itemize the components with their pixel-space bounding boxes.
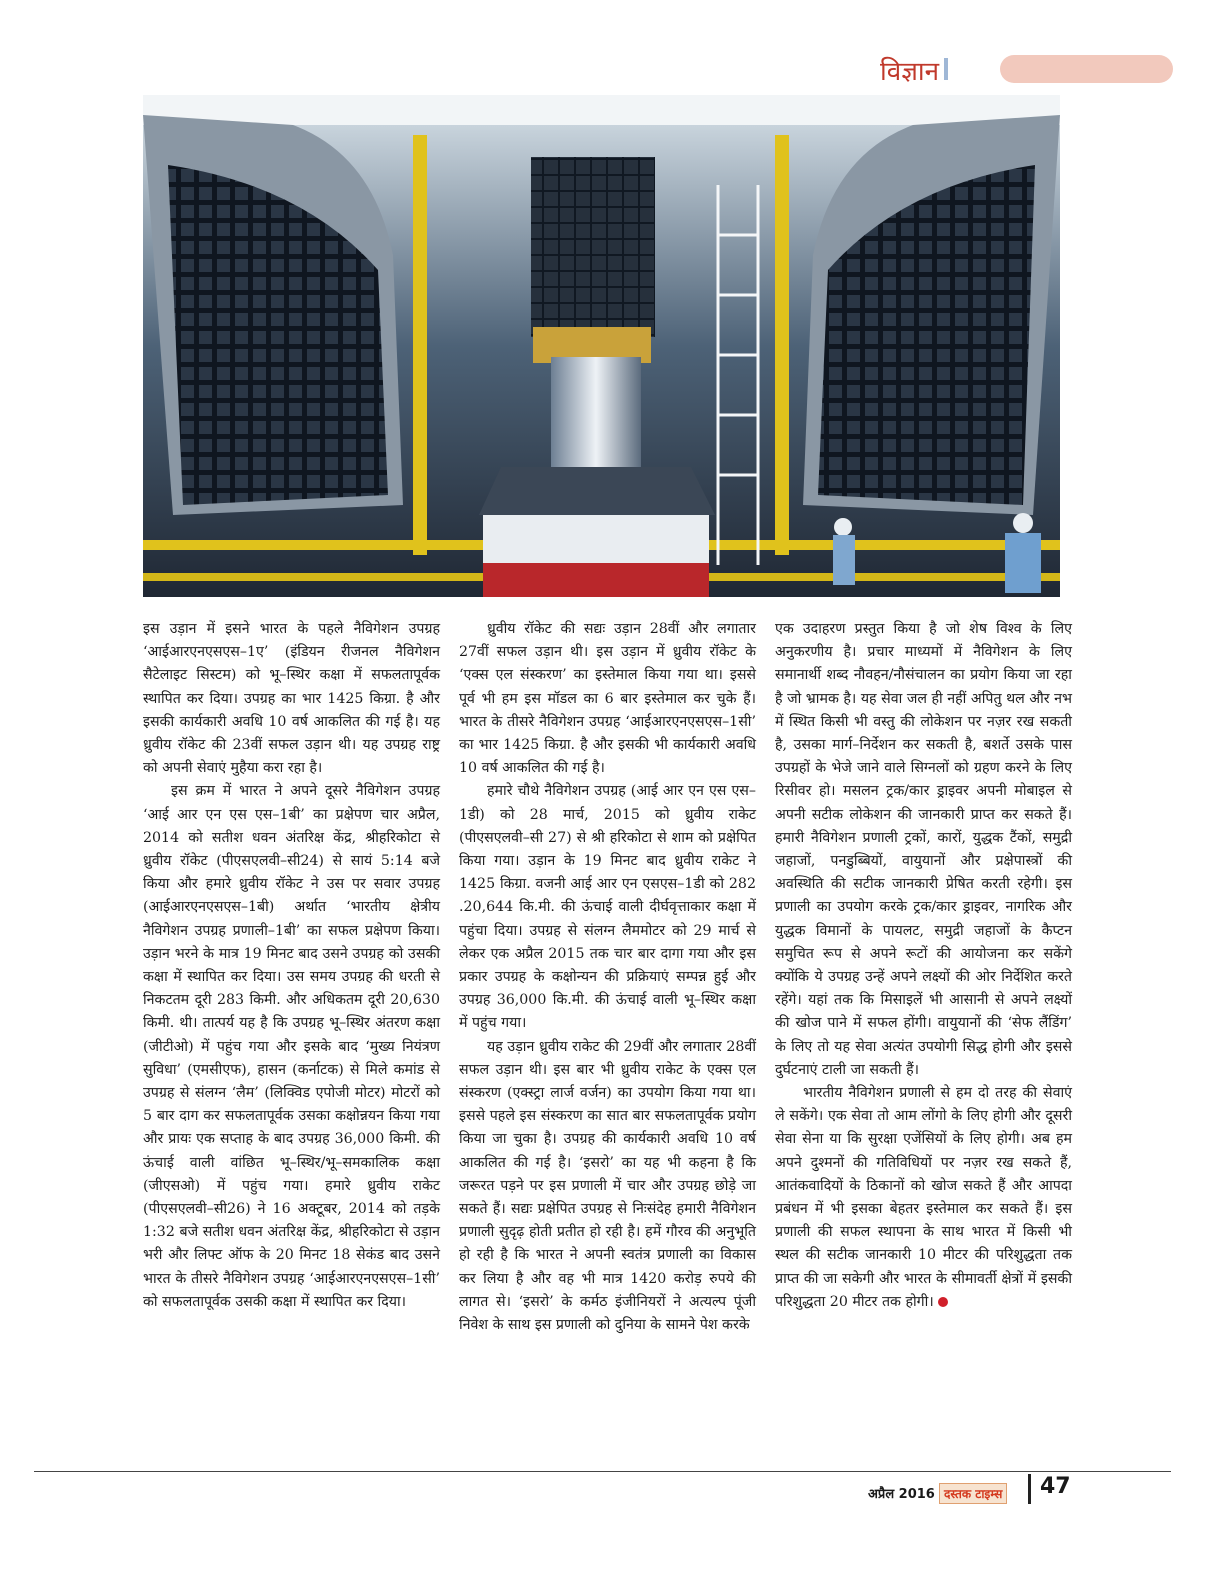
paragraph: ध्रुवीय रॉकेट की सद्यः उड़ान 28वीं और लगातार 27वीं सफल उड़ान थी। इस उड़ान में ध्रुवीय रॉकेट के ‘एक्स एल संस्करण’ का इस्तेमाल किया गया था। इससे पूर्व भी हम इस मॉडल का 6 बार इस्तेमाल कर चुके हैं। भारत के तीसरे नैविगेशन उपग्रह ‘आईआरएनएसएस–1सी’ का भार 1425 किग्रा. है और इसकी भी कार्यकारी अवधि 10 वर्ष आकलित की गई है। xyxy=(459,621,756,777)
header-separator xyxy=(944,58,948,80)
paragraph: हमारे चौथे नैविगेशन उपग्रह (आई आर एन एस एस–1डी) को 28 मार्च, 2015 को ध्रुवीय राकेट (पीएसएलवी–सी 27) से श्री हरिकोटा से शाम को प्रक्षेपित किया गया। उड़ान के 19 मिनट बाद ध्रुवीय राकेट ने 1425 किग्रा. वजनी आई आर एन एसएस–1डी को 282 .20,644 कि.मी. की ऊंचाई वाली दीर्घवृत्ताकार कक्षा में पहुंचा दिया। उपग्रह से संलग्न लैममोटर को 29 मार्च से लेकर एक अप्रैल 2015 तक चार बार दागा गया और इस प्रकार उपग्रह के कक्षोन्यन की प्रक्रियाएं सम्पन्न हुई और उपग्रह 36,000 कि.मी. की ऊंचाई वाली भू–स्थिर कक्षा में पहुंच गया। xyxy=(459,783,756,1032)
magazine-logo: दस्तक टाइम्स xyxy=(939,1483,1007,1504)
paragraph: एक उदाहरण प्रस्तुत किया है जो शेष विश्व के लिए अनुकरणीय है। प्रचार माध्यमों में नैविगेशन के लिए समानार्थी शब्द नौवहन/नौसंचालन का प्रयोग किया जा रहा है जो भ्रामक है। यह सेवा जल ही नहीं अपितु थल और नभ में स्थित किसी भी वस्तु की लोकेशन पर नज़र रख सकती है, उसका मार्ग–निर्देशन कर सकती है, बशर्ते उसके पास उपग्रहों के भेजे जाने वाले सिग्नलों को ग्रहण करने के लिए रिसीवर हो। मसलन ट्रक/कार ड्राइवर अपनी मोबाइल से अपनी सटीक लोकेशन की जानकारी प्राप्त कर सकते हैं। हमारी नैविगेशन प्रणाली ट्रकों, कारों, युद्धक टैंकों, समुद्री जहाजों, पनडुब्बियों, वायुयानों और प्रक्षेपास्त्रों की अवस्थिति की सटीक जानकारी प्रेषित करती रहेगी। इस प्रणाली का उपयोग करके ट्रक/कार ड्राइवर, नागरिक और युद्धक विमानों के पायलट, समुद्री जहाजों के कैप्टन समुचित रूप से अपने रूटों की आयोजना कर सकेंगे क्योंकि ये उपग्रह उन्हें अपने लक्ष्यों की ओर निर्देशित करते रहेंगे। यहां तक कि मिसाइलें भी आसानी से अपने लक्ष्यों की खोज पाने में सफल होंगी। वायुयानों की ‘सेफ लैंडिंग’ के लिए तो यह सेवा अत्यंत उपयोगी सिद्ध होगी और इससे दुर्घटनाएं टाली जा सकती हैं। xyxy=(775,621,1072,1078)
header-pill xyxy=(1000,55,1173,83)
footer-rule xyxy=(34,1471,1171,1472)
end-mark-icon xyxy=(938,1297,948,1307)
satellite-photo-illustration xyxy=(143,95,1060,597)
paragraph xyxy=(775,1082,1072,1314)
article-column-1 xyxy=(143,618,440,1314)
paragraph: इस उड़ान में इसने भारत के पहले नैविगेशन उपग्रह ‘आईआरएनएसएस–1ए’ (इंडियन रीजनल नैविगेशन सैटेलाइट सिस्टम) को भू–स्थिर कक्षा में सफलतापूर्वक स्थापित कर दिया। उपग्रह का भार 1425 किग्रा. है और इसकी कार्यकारी अवधि 10 वर्ष आकलित की गई है। यह ध्रुवीय रॉकेट की 23वीं सफल उड़ान थी। यह उपग्रह राष्ट्र को अपनी सेवाएं मुहैया करा रहा है। xyxy=(143,621,440,777)
satellite-photo xyxy=(143,95,1060,597)
paragraph: इस क्रम में भारत ने अपने दूसरे नैविगेशन उपग्रह ‘आई आर एन एस एस–1बी’ का प्रक्षेपण चार अप्रैल, 2014 को सतीश धवन अंतरिक्ष केंद्र, श्रीहरिकोटा से ध्रुवीय रॉकेट (पीएसएलवी–सी24) से सायं 5:14 बजे किया और हमारे ध्रुवीय रॉकेट ने उस पर सवार उपग्रह (आईआरएनएसएस–1बी) अर्थात ‘भारतीय क्षेत्रीय नैविगेशन उपग्रह प्रणाली–1बी’ का सफल प्रक्षेपण किया। उड़ान भरने के मात्र 19 मिनट बाद उसने उपग्रह को उसकी कक्षा में स्थापित कर दिया। उस समय उपग्रह की धरती से निकटतम दूरी 283 किमी. और अधिकतम दूरी 20,630 किमी. थी। तात्पर्य यह है कि उपग्रह भू–स्थिर अंतरण कक्षा (जीटीओ) में पहुंच गया और इसके बाद ‘मुख्य नियंत्रण सुविधा’ (एमसीएफ), हासन (कर्नाटक) से मिले कमांड से उपग्रह से संलग्न ‘लैम’ (लिक्विड एपोजी मोटर) मोटरों को 5 बार दाग कर सफलतापूर्वक उसका कक्षोन्नयन किया गया और प्रायः एक सप्ताह के बाद उपग्रह 36,000 किमी. की ऊंचाई वाली वांछित भू–स्थिर/भू–समकालिक कक्षा (जीएसओ) में पहुंच गया। हमारे ध्रुवीय राकेट (पीएसएलवी–सी26) ने 16 अक्टूबर, 2014 को तड़के 1:32 बजे सतीश धवन अंतरिक्ष केंद्र, श्रीहरिकोटा से उड़ान भरी और लिफ्ट ऑफ के 20 मिनट 18 सेकंड बाद उसने भारत के तीसरे नैविगेशन उपग्रह ‘आईआरएनएसएस–1सी’ को सफलतापूर्वक उसकी कक्षा में स्थापित कर दिया। xyxy=(143,783,440,1310)
footer-issue-date: अप्रैल 2016 xyxy=(868,1487,935,1502)
footer-separator xyxy=(1028,1474,1031,1504)
paragraph: यह उड़ान ध्रुवीय राकेट की 29वीं और लगातार 28वीं सफल उड़ान थी। इस बार भी ध्रुवीय राकेट के एक्स एल संस्करण (एक्स्ट्रा लार्ज वर्जन) का उपयोग किया गया था। इससे पहले इस संस्करण का सात बार सफलतापूर्वक प्रयोग किया जा चुका है। उपग्रह की कार्यकारी अवधि 10 वर्ष आकलित की गई है। ‘इसरो’ का यह भी कहना है कि जरूरत पड़ने पर इस प्रणाली में चार और उपग्रह छोड़े जा सकते हैं। सद्यः प्रक्षेपित उपग्रह से निःसंदेह हमारी नैविगेशन प्रणाली सुदृढ़ होती प्रतीत हो रही है। हमें गौरव की अनुभूति हो रही है कि भारत ने अपनी स्वतंत्र प्रणाली का विकास कर लिया है और वह भी मात्र 1420 करोड़ रुपये की लागत से। ‘इसरो’ के कर्मठ इंजीनियरों ने अत्यल्प पूंजी निवेश के साथ इस प्रणाली को दुनिया के सामने पेश करके xyxy=(459,1038,756,1334)
article-column-2 xyxy=(459,618,756,1337)
section-title: विज्ञान xyxy=(880,57,940,87)
page-number: 47 xyxy=(1040,1474,1071,1499)
paragraph-text: भारतीय नैविगेशन प्रणाली से हम दो तरह की सेवाएं ले सकेंगे। एक सेवा तो आम लोंगो के लिए होगी और दूसरी सेवा सेना या कि सुरक्षा एजेंसियों के लिए होगी। अब हम अपने दुश्मनों की गतिविधियों पर नज़र रख सकते हैं, आतंकवादियों के ठिकानों को खोज सकते हैं और आपदा प्रबंधन में भी इसका बेहतर इस्तेमाल कर सकते हैं। इस प्रणाली की सफल स्थापना के साथ भारत में किसी भी स्थल की सटीक जानकारी 10 मीटर की परिशुद्धता तक प्राप्त की जा सकेगी और भारत के सीमावर्ती क्षेत्रों में इसकी परिशुद्धता 20 मीटर तक होगी। xyxy=(775,1085,1072,1310)
article-column-3 xyxy=(775,618,1072,1314)
